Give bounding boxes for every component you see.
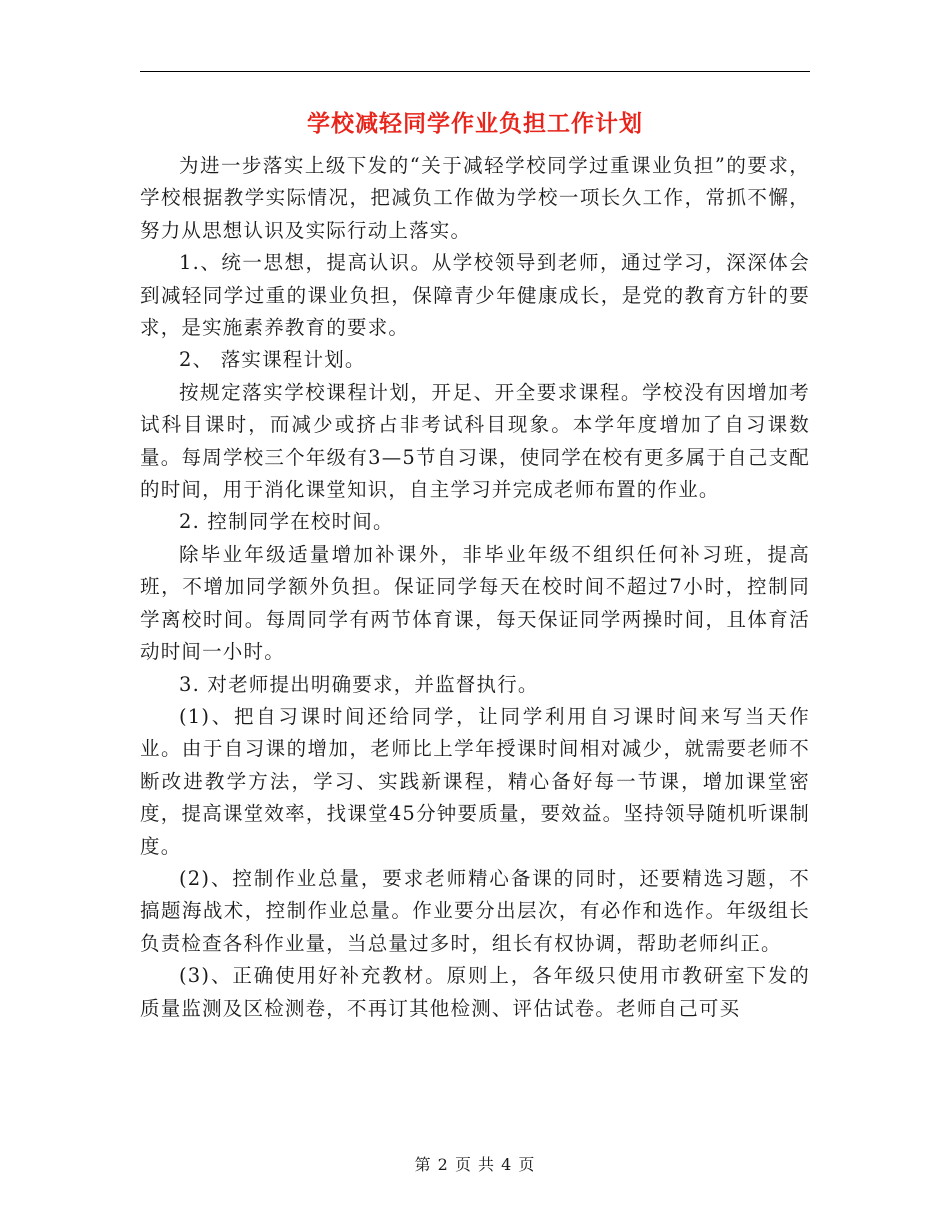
paragraph-heading-3: 3. 对老师提出明确要求，并监督执行。 [179, 672, 539, 696]
paragraph-item-1: 1.、统一思想，提高认识。从学校领导到老师，通过学习，深深体会到减轻同学过重的课业负担，保障青少年健康成长，是党的教育方针的要求，是实施素养教育的要求。 [140, 251, 810, 340]
document-body [140, 150, 810, 1025]
paragraph-sub-1: (1)、把自习课时间还给同学，让同学利用自习课时间来写当天作业。由于自习课的增加，老师比上学年授课时间相对减少，就需要老师不断改进教学方法，学习、实践新课程，精心备好每一节课，增加课堂密度，提高课堂效率，找课堂45分钟要质量，要效益。坚持领导随机听课制度。 [140, 704, 810, 858]
paragraph-sub-2: (2)、控制作业总量，要求老师精心备课的同时，还要精选习题，不搞题海战术，控制作业总量。作业要分出层次，有必作和选作。年级组长负责检查各科作业量，当总量过多时，组长有权协调，帮助老师纠正。 [140, 866, 810, 955]
paragraph-heading-time: 2. 控制同学在校时间。 [179, 510, 394, 534]
paragraph-heading-2: 2、 落实课程计划。 [179, 348, 366, 372]
paragraph-intro: 为进一步落实上级下发的“关于减轻学校同学过重课业负担”的要求，学校根据教学实际情况，把减负工作做为学校一项长久工作，常抓不懈，努力从思想认识及实际行动上落实。 [140, 154, 810, 242]
paragraph-school-time: 除毕业年级适量增加补课外，非毕业年级不组织任何补习班，提高班，不增加同学额外负担。保证同学每天在校时间不超过7小时，控制同学离校时间。每周同学有两节体育课，每天保证同学两操时间，且体育活动时间一小时。 [140, 542, 810, 664]
paragraph-course-plan: 按规定落实学校课程计划，开足、开全要求课程。学校没有因增加考试科目课时，而减少或挤占非考试科目现象。本学年度增加了自习课数量。每周学校三个年级有3—5节自习课，使同学在校有更多属于自己支配的时间，用于消化课堂知识，自主学习并完成老师布置的作业。 [140, 380, 810, 502]
page-number-footer: 第 2 页 共 4 页 [414, 1155, 536, 1174]
document-title: 学校减轻同学作业负担工作计划 [307, 111, 643, 137]
paragraph-sub-3: (3)、正确使用好补充教材。原则上，各年级只使用市教研室下发的质量监测及区检测卷，不再订其他检测、评估试卷。老师自己可买 [140, 964, 810, 1020]
header-rule [140, 71, 810, 72]
